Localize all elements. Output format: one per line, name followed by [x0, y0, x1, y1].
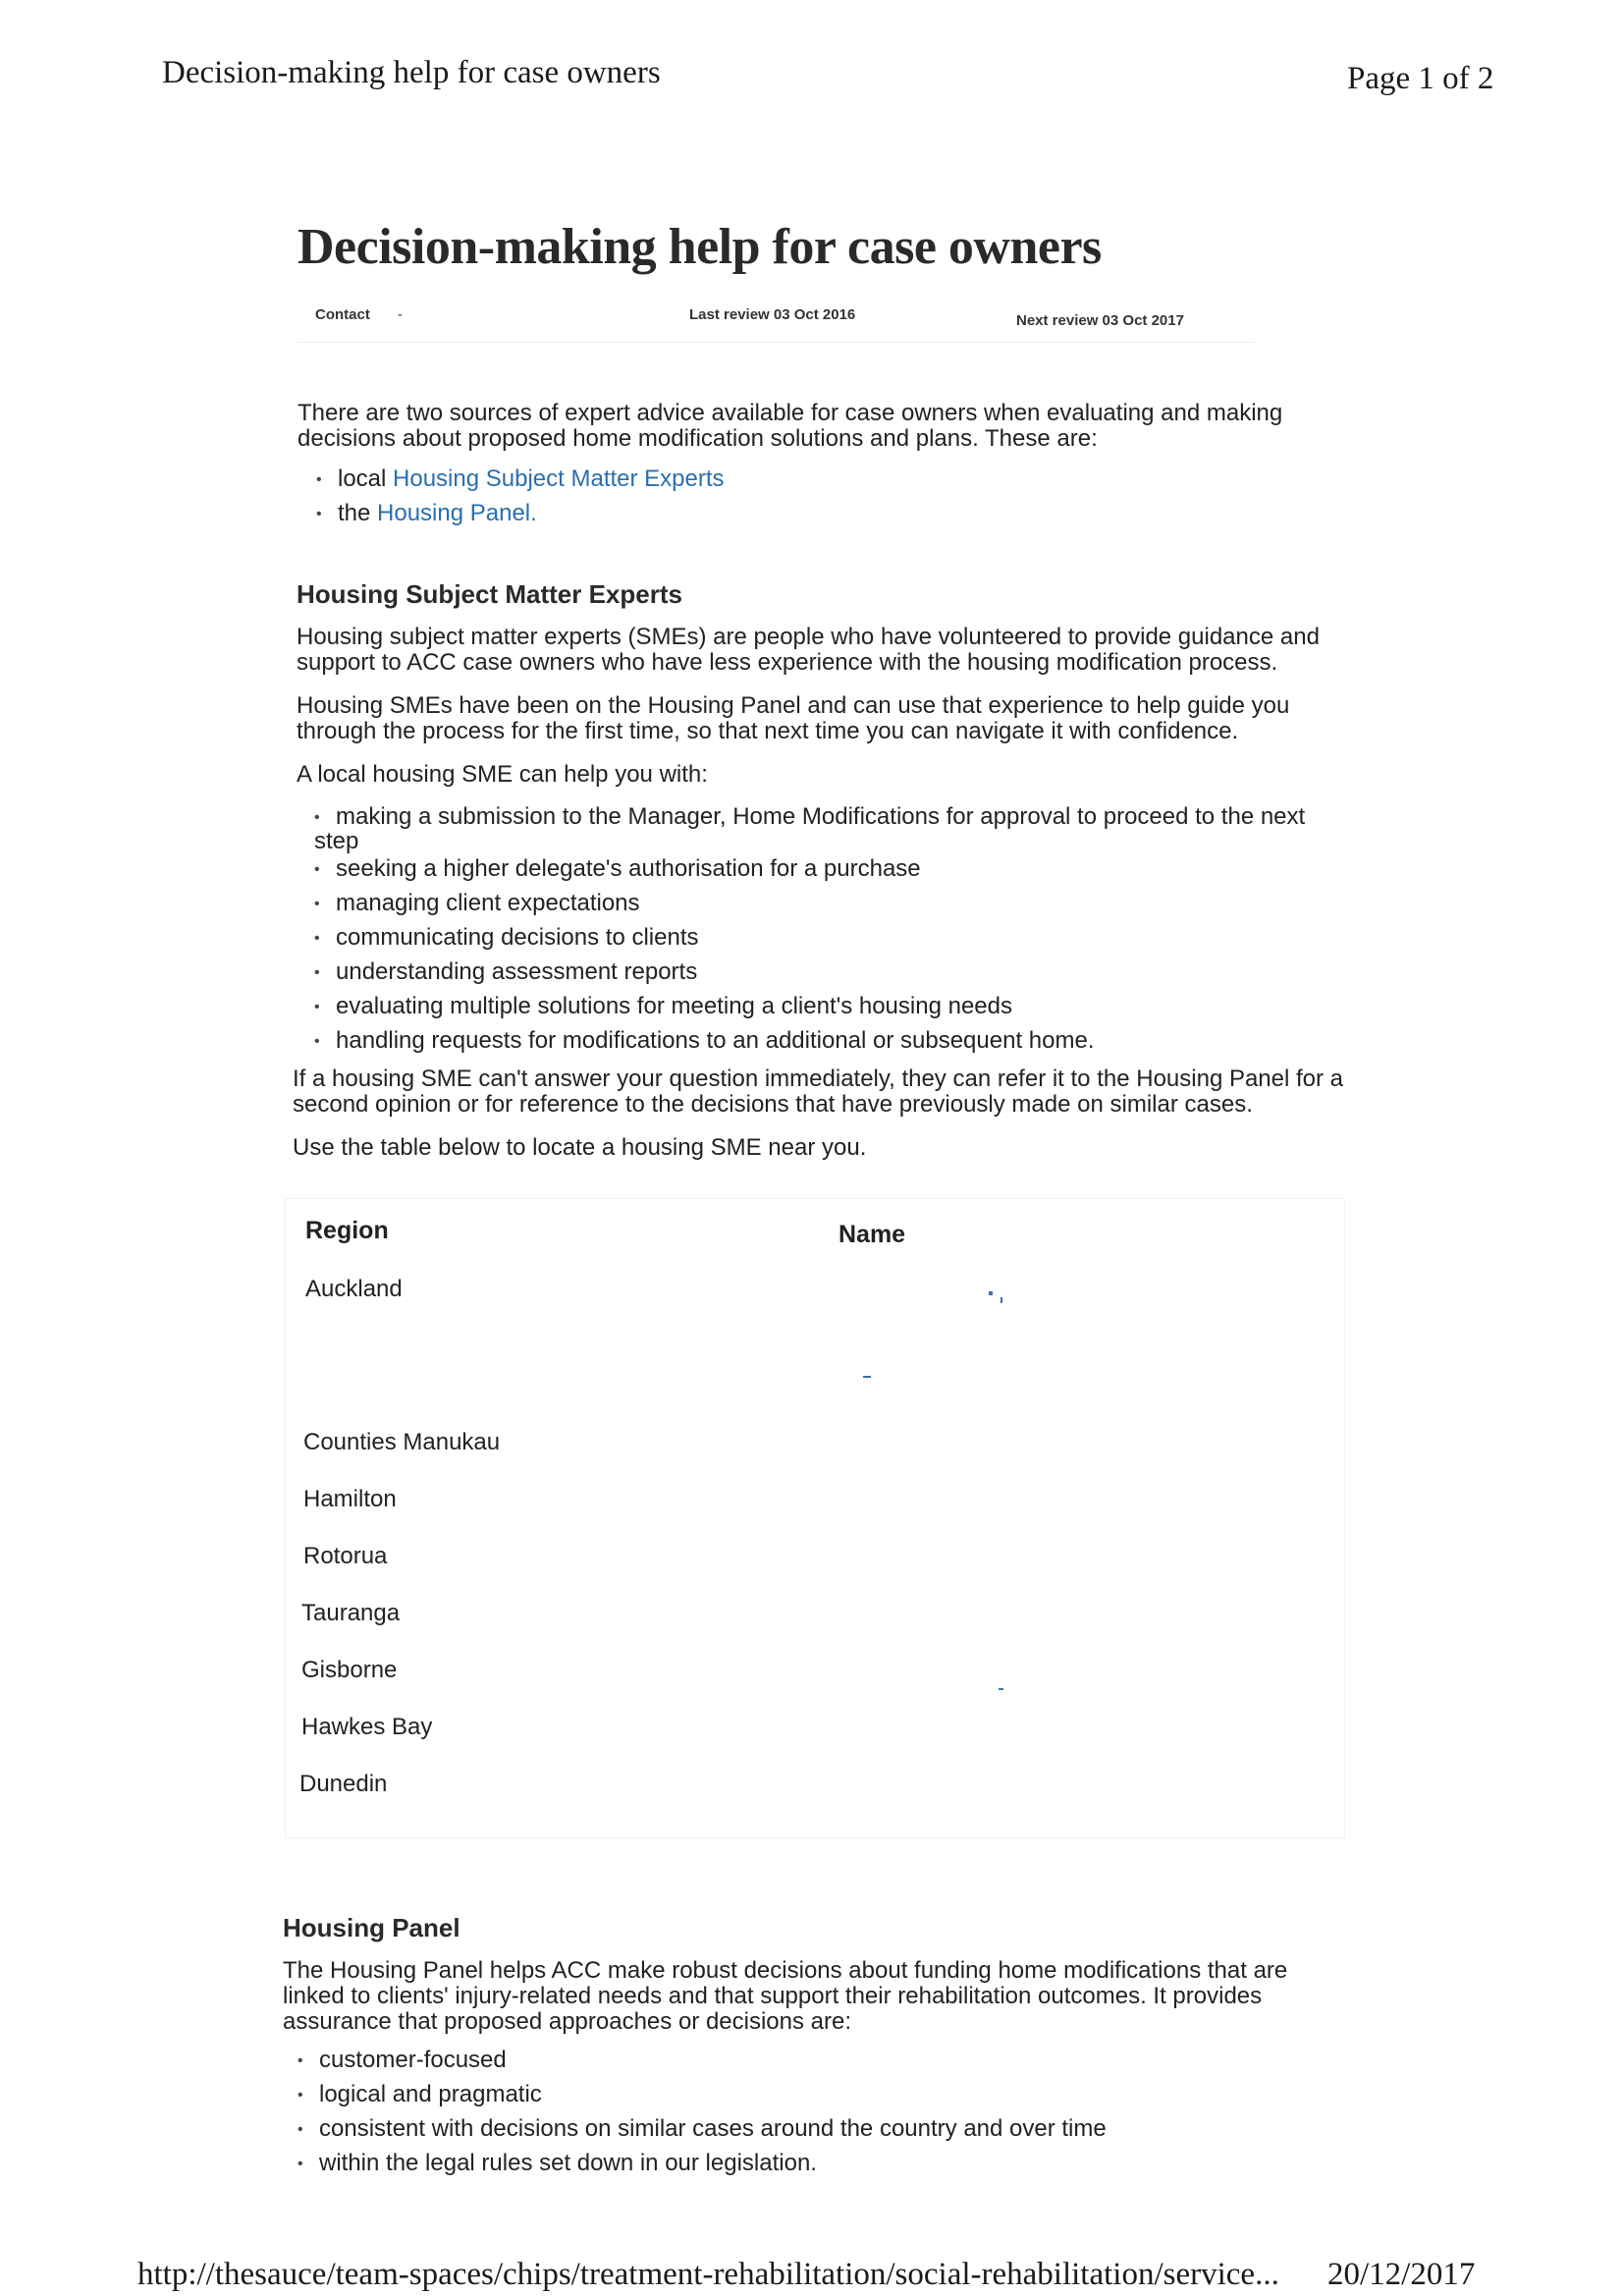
bullet-icon: •	[314, 808, 320, 826]
redaction-mark	[999, 1688, 1003, 1690]
table-row-region: Tauranga	[301, 1600, 401, 1626]
table-row-region: Hamilton	[303, 1486, 397, 1512]
sme-list-item: • understanding assessment reports	[314, 958, 698, 985]
bullet-icon: •	[314, 998, 320, 1015]
sme-list-item: • making a submission to the Manager, Home Modifications for approval to proceed to the next step	[314, 803, 1306, 854]
page-title: Decision-making help for case owners	[298, 219, 1102, 275]
contact-value: -	[398, 306, 404, 323]
bullet-icon: •	[298, 2155, 303, 2172]
table-row-region: Hawkes Bay	[301, 1714, 433, 1740]
link-housing-panel[interactable]: Housing Panel.	[377, 500, 537, 526]
redaction-mark	[1001, 1297, 1002, 1303]
meta-divider	[298, 342, 1255, 343]
link-housing-sme[interactable]: Housing Subject Matter Experts	[393, 465, 725, 492]
intro-item-prefix: the	[338, 500, 378, 526]
sme-list-item: • seeking a higher delegate's authorisation for a purchase	[314, 855, 921, 882]
table-header-name: Name	[839, 1221, 906, 1248]
panel-list-item: • consistent with decisions on similar cases around the country and over time	[298, 2115, 1107, 2142]
sme-heading: Housing Subject Matter Experts	[297, 579, 682, 609]
table-row-region: Dunedin	[299, 1771, 388, 1797]
next-review: Next review 03 Oct 2017	[1016, 312, 1184, 329]
sme-list-item: • evaluating multiple solutions for meeting a client's housing needs	[314, 993, 1012, 1019]
table-row-region: Auckland	[305, 1276, 403, 1302]
redaction-mark	[989, 1291, 993, 1295]
bullet-icon: •	[314, 1032, 320, 1050]
panel-heading: Housing Panel	[283, 1913, 460, 1942]
bullet-icon: •	[298, 2051, 303, 2069]
print-footer-date: 20/12/2017	[1327, 2257, 1476, 2292]
bullet-icon: •	[316, 470, 322, 488]
sme-para-1: Housing subject matter experts (SMEs) are people who have volunteered to provide guidance and support to ACC case owners who have less experience with the housing modification process.	[297, 624, 1320, 676]
table-row-region: Counties Manukau	[303, 1429, 501, 1455]
bullet-icon: •	[316, 505, 322, 522]
table-header-region: Region	[305, 1217, 389, 1244]
sme-table	[285, 1198, 1345, 1838]
intro-item-panel	[316, 502, 537, 526]
print-footer-url: http://thesauce/team-spaces/chips/treatment-rehabilitation/social-rehabilitation/service...	[137, 2257, 1279, 2292]
bullet-icon: •	[314, 963, 320, 981]
panel-list-item: • within the legal rules set down in our legislation.	[298, 2150, 817, 2176]
bullet-icon: •	[298, 2120, 303, 2138]
page-number: Page 1 of 2	[1347, 61, 1494, 96]
last-review: Last review 03 Oct 2016	[689, 306, 856, 323]
sme-list-item: • communicating decisions to clients	[314, 924, 699, 951]
table-row-region: Gisborne	[301, 1657, 398, 1683]
table-row-region: Rotorua	[303, 1543, 388, 1569]
bullet-icon: •	[314, 929, 320, 947]
sme-para-5: Use the table below to locate a housing SME near you.	[293, 1134, 867, 1161]
print-header-title: Decision-making help for case owners	[162, 55, 661, 90]
contact-label: Contact	[315, 306, 370, 323]
contact-meta	[315, 306, 403, 323]
intro-item-sme	[316, 467, 725, 492]
panel-list-item: • logical and pragmatic	[298, 2081, 542, 2107]
intro-item-prefix: local	[338, 465, 394, 492]
redaction-mark	[863, 1376, 871, 1378]
sme-list-item: • managing client expectations	[314, 890, 640, 916]
bullet-icon: •	[314, 895, 320, 912]
sme-list-item: • handling requests for modifications to an additional or subsequent home.	[314, 1027, 1095, 1054]
sme-para-4: If a housing SME can't answer your question immediately, they can refer it to the Housing Panel for a second opinion or for reference to the decisions that have previously made on similar cases.	[293, 1066, 1344, 1118]
bullet-icon: •	[298, 2086, 303, 2104]
intro-paragraph: There are two sources of expert advice available for case owners when evaluating and making decisions about proposed home modification solutions and plans. These are:	[298, 400, 1283, 452]
sme-para-3: A local housing SME can help you with:	[297, 761, 708, 788]
panel-paragraph: The Housing Panel helps ACC make robust decisions about funding home modifications that are linked to clients' injury-related needs and that support their rehabilitation outcomes. It provides assurance that proposed approaches or decisions are:	[283, 1957, 1288, 2035]
panel-list-item: • customer-focused	[298, 2047, 507, 2073]
bullet-icon: •	[314, 860, 320, 878]
sme-para-2: Housing SMEs have been on the Housing Panel and can use that experience to help guide you through the process for the first time, so that next time you can navigate it with confidence.	[297, 692, 1290, 744]
